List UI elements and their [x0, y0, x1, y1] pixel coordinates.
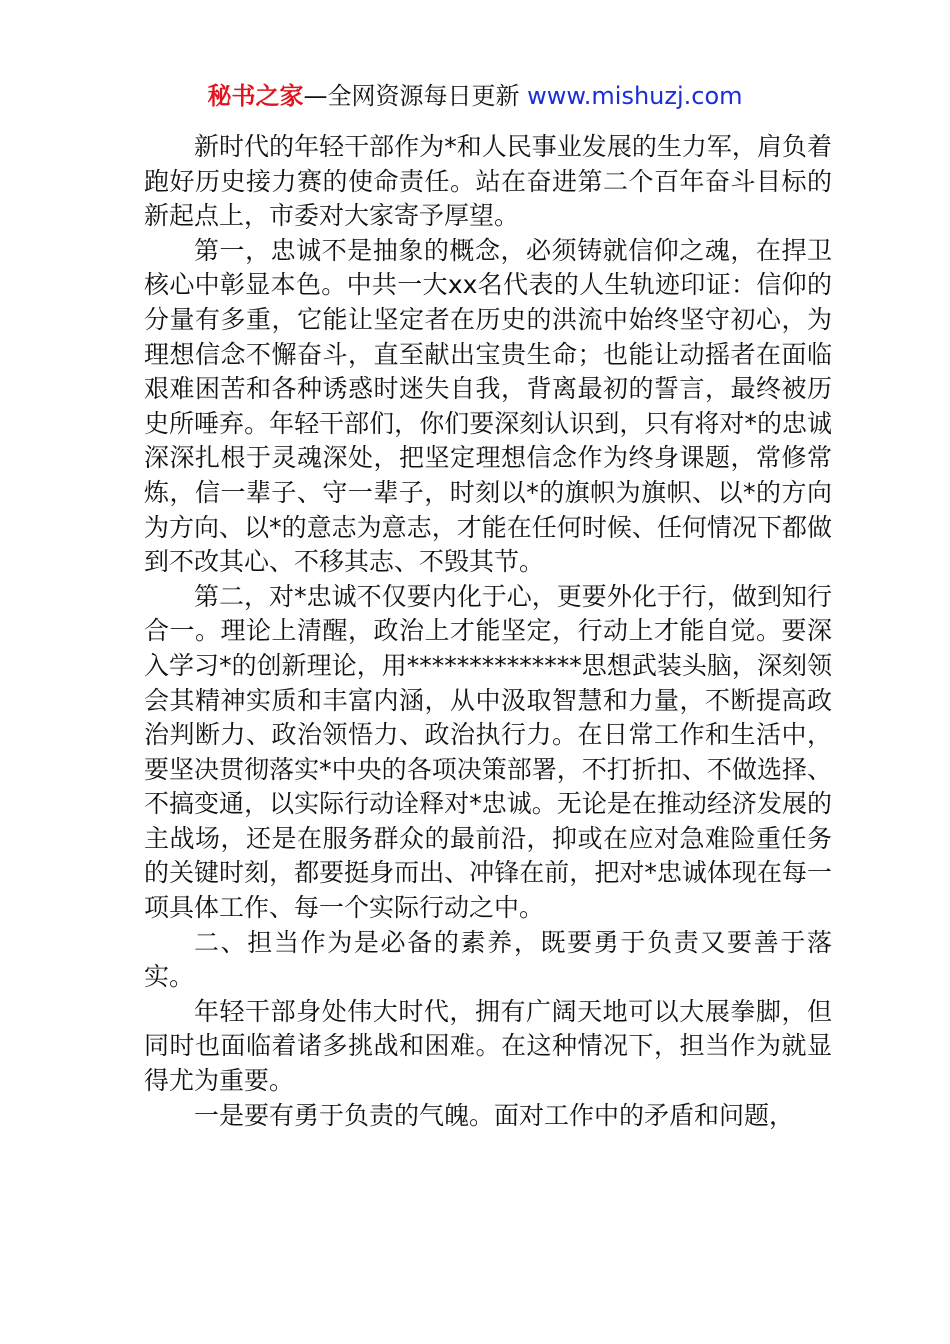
- paragraph: 第一，忠诚不是抽象的概念，必须铸就信仰之魂，在捍卫核心中彰显本色。中共一大xx名代表的人生轨迹印证：信仰的分量有多重，它能让坚定者在历史的洪流中始终坚守初心，为理想信念不懈奋斗，直至献出宝贵生命；也能让动摇者在面临艰难困苦和各种诱惑时迷失自我，背离最初的誓言，最终被历史所唾弃。年轻干部们，你们要深刻认识到，只有将对*的忠诚深深扎根于灵魂深处，把坚定理想信念作为终身课题，常修常炼，信一辈子、守一辈子，时刻以*的旗帜为旗帜、以*的方向为方向、以*的意志为意志，才能在任何时候、任何情况下都做到不改其心、不移其志、不毁其节。: [144, 235, 832, 577]
- document-body: [144, 130, 832, 1133]
- section-heading: 二、担当作为是必备的素养，既要勇于负责又要善于落实。: [144, 927, 832, 992]
- page-header: [0, 78, 950, 114]
- website-url[interactable]: www.mishuzj.com: [527, 82, 743, 110]
- header-tagline: —全网资源每日更新: [303, 82, 528, 110]
- paragraph: 第二，对*忠诚不仅要内化于心，更要外化于行，做到知行合一。理论上清醒，政治上才能坚定，行动上才能自觉。要深入学习*的创新理论，用**************思想武装头脑，深刻领会其精神实质和丰富内涵，从中汲取智慧和力量，不断提高政治判断力、政治领悟力、政治执行力。在日常工作和生活中，要坚决贯彻落实*中央的各项决策部署，不打折扣、不做选择、不搞变通，以实际行动诠释对*忠诚。无论是在推动经济发展的主战场，还是在服务群众的最前沿，抑或在应对急难险重任务的关键时刻，都要挺身而出、冲锋在前，把对*忠诚体现在每一项具体工作、每一个实际行动之中。: [144, 581, 832, 923]
- paragraph: 年轻干部身处伟大时代，拥有广阔天地可以大展拳脚，但同时也面临着诸多挑战和困难。在这种情况下，担当作为就显得尤为重要。: [144, 996, 832, 1096]
- paragraph: 新时代的年轻干部作为*和人民事业发展的生力军，肩负着跑好历史接力赛的使命责任。站在奋进第二个百年奋斗目标的新起点上，市委对大家寄予厚望。: [144, 132, 832, 231]
- paragraph: 一是要有勇于负责的气魄。面对工作中的矛盾和问题，: [194, 1100, 795, 1130]
- brand-name: 秘书之家: [207, 82, 304, 110]
